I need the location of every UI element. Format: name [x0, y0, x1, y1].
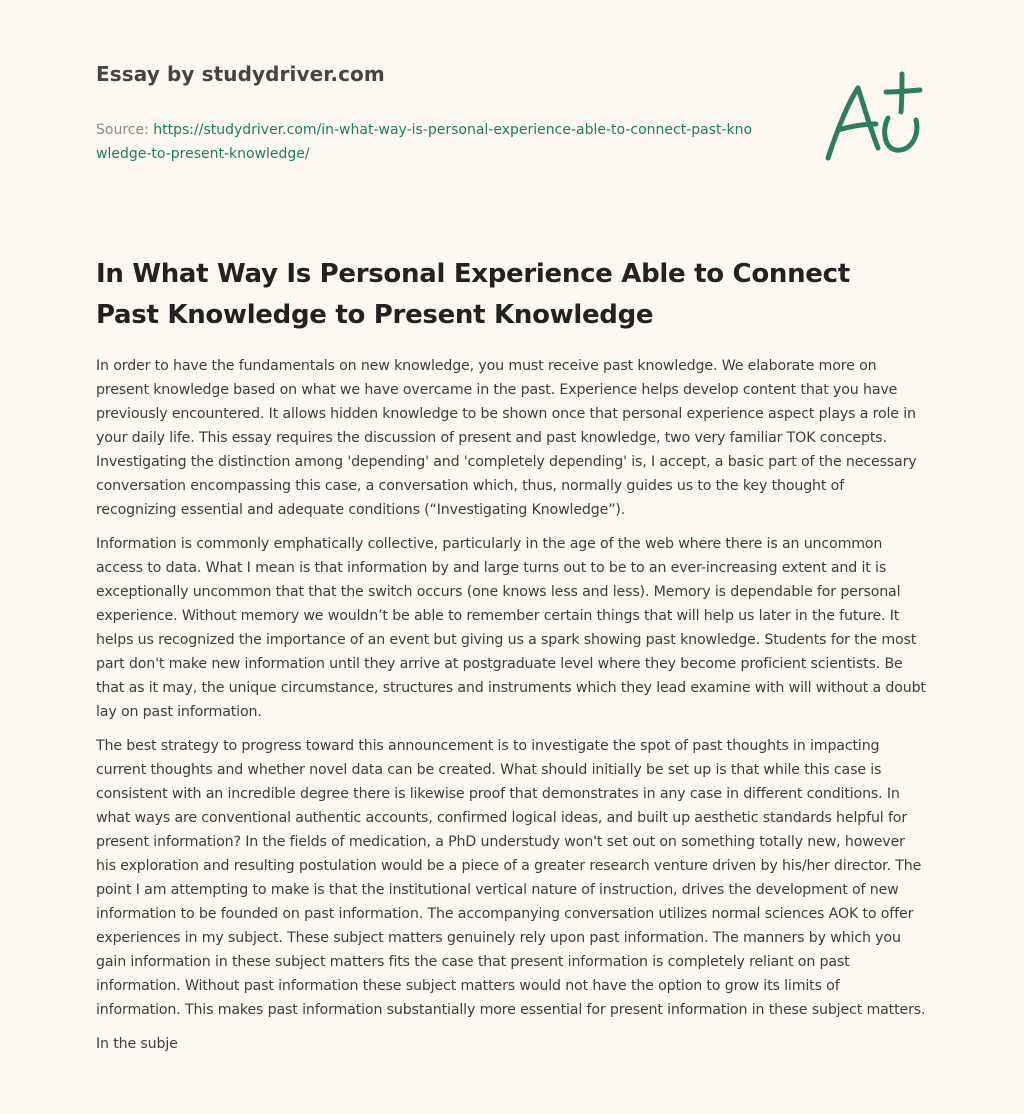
- paragraph: In order to have the fundamentals on new knowledge, you must receive past knowledge. We elaborate more on present knowledge based on what we have overcame in the past. Experience helps develop content that you have previously encountered. It allows hidden knowledge to be shown once that personal experience aspect plays a role in your daily life. This essay requires the discussion of present and past knowledge, two very familiar TOK concepts. Investigating the distinction among 'depending' and 'completely depending' is, I accept, a basic part of the necessary conversation encompassing this case, a conversation which, thus, normally guides us to the key thought of recognizing essential and adequate conditions (“Investigating Knowledge”).: [96, 358, 917, 518]
- source-label: Source:: [96, 122, 149, 138]
- a-plus-logo-icon: [820, 68, 930, 168]
- source-link[interactable]: https://studydriver.com/in-what-way-is-personal-experience-able-to-connect-past-knowledge-to-present-knowledge/: [96, 122, 753, 162]
- paragraph: The best strategy to progress toward this announcement is to investigate the spot of past thoughts in impacting current thoughts and whether novel data can be created. What should initially be set up is that while this case is consistent with an incredible degree there is likewise proof that demonstrates in any case in different conditions. In what ways are conventional authentic accounts, confirmed logical ideas, and built up aesthetic standards helpful for present information? In the fields of medication, a PhD understudy won't set out on something totally new, however his exploration and resulting postulation would be a piece of a greater research venture driven by his/her director. The point I am attempting to make is that the institutional vertical nature of instruction, drives the development of new information to be founded on past information. The accompanying conversation utilizes normal sciences AOK to offer experiences in my subject. These subject matters genuinely rely upon past information. The manners by which you gain information in these subject matters fits the case that present information is completely reliant on past information. Without past information these subject matters would not have the option to grow its limits of information. This makes past information substantially more essential for present information in these subject matters.: [96, 738, 926, 1018]
- source-line: [96, 118, 756, 166]
- essay-title: In What Way Is Personal Experience Able to Connect Past Knowledge to Present Knowledge: [96, 259, 850, 330]
- essay-header: [96, 62, 796, 166]
- essay-body: [96, 354, 928, 1066]
- site-title: Essay by studydriver.com: [96, 62, 385, 86]
- paragraph: Information is commonly emphatically collective, particularly in the age of the web where there is an uncommon access to data. What I mean is that information by and large turns out to be to an ever-increasing extent and it is exceptionally uncommon that that the switch occurs (one knows less and less). Memory is dependable for personal experience. Without memory we wouldn’t be able to remember certain things that will help us later in the future. It helps us recognized the importance of an event but giving us a spark showing past knowledge. Students for the most part don't make new information until they arrive at postgraduate level where they become proficient scientists. Be that as it may, the unique circumstance, structures and instruments which they lead examine with will without a doubt lay on past information.: [96, 536, 926, 720]
- truncated-paragraph: In the subje: [96, 1036, 178, 1052]
